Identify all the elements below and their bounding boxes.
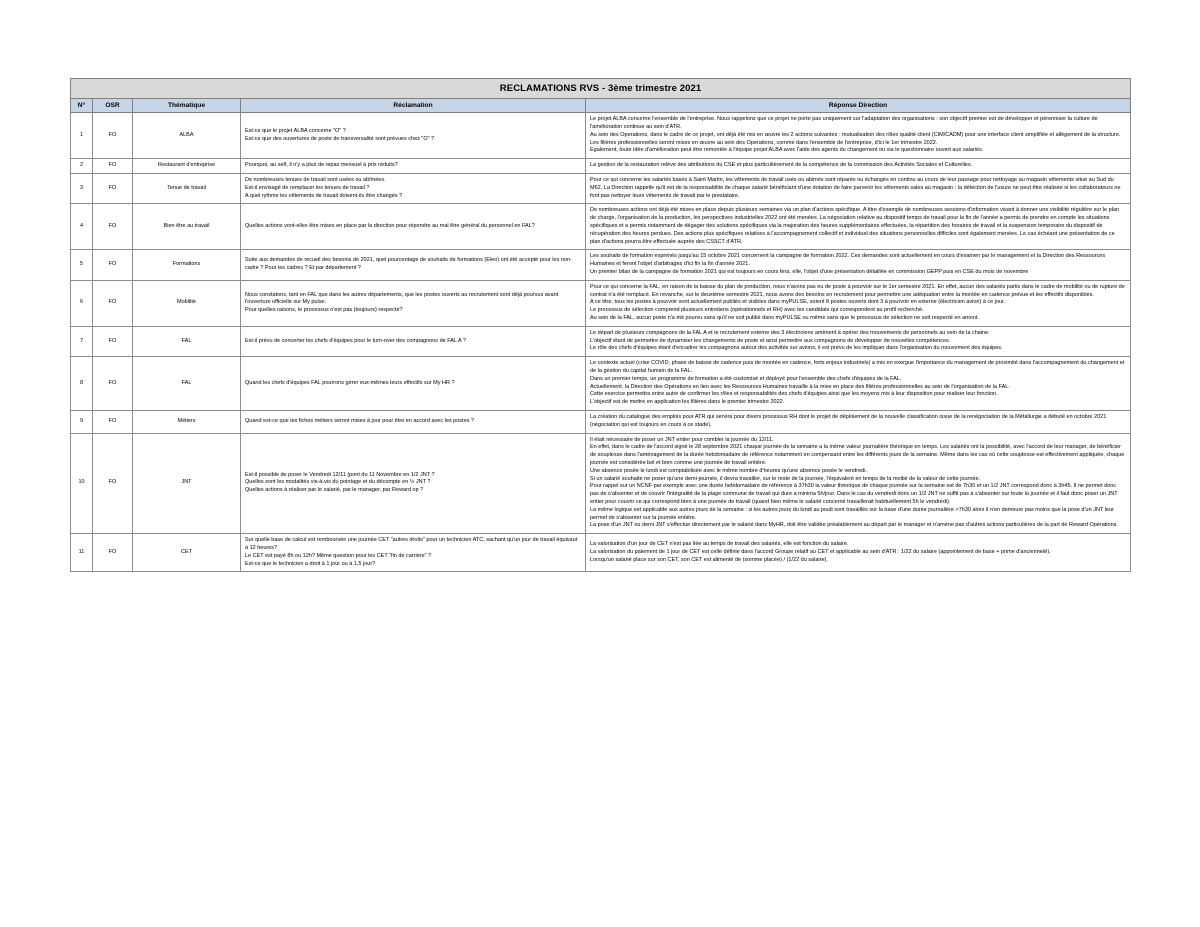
text-line: La gestion de la restauration relève des attributions du CSE et plus particulièrement de la compétence de la commission des Activités Sociales et Culturelles.: [590, 162, 973, 169]
column-header-osr: OSR: [93, 99, 133, 113]
text-line: Le projet ALBA concerne l'ensemble de l'entreprise. Nous rappelons que ce projet ne porte pas uniquement sur l'adaptation des organisations : son objectif premier est de développer et pérenniser la culture de l'amélioration continue au sein d'ATR.: [590, 116, 1098, 131]
cell-rec: [241, 433, 586, 534]
text-line: Est-ce que des ouvertures de poste de transversalité sont prévues chez "O" ?: [245, 135, 435, 142]
text-line: Il était nécessaire de poser un JNT entier pour combler la journée du 12/11.: [590, 436, 774, 443]
table-row: [71, 280, 1131, 326]
cell-rec: [241, 250, 586, 280]
table-row: [71, 113, 1131, 159]
cell-rep: [586, 433, 1131, 534]
column-header-num: N°: [71, 99, 93, 113]
text-line: La valorisation d'un jour de CET n'est pas liée au temps de travail des salariés, elle est fonction du salaire.: [590, 541, 849, 547]
text-line: Un premier bilan de la campagne de formation 2021 qui est toujours en cours fera, elle, l'objet d'une présentation détaillée en commission GEPP puis en CSE du mois de novembre: [590, 269, 1029, 275]
text-line: Est-ce que le technicien a droit à 1 jour ou à 1,5 jour?: [245, 560, 376, 567]
cell-them: Mobilité: [133, 280, 241, 326]
cell-osr: FO: [93, 433, 133, 534]
text-line: L'objectif est de mettre en application les filières dans le premier trimestre 2022.: [590, 399, 785, 406]
text-line: Actuellement, la Direction des Opérations en lien avec les Ressources Humaines travaille à la mise en place des filières professionnelles au sein de l'organisation de la FAL.: [590, 383, 1010, 390]
text-line: De nombreuses actions ont déjà été mises en place depuis plusieurs semaines via un plan d'actions spécifique. A titre d'exemple de nombreuses sessions d'information visant à donner une visibilité régulière sur le plan de charge, l'organisation de la production, les perspectives industrielles 2022 ont été menées. La négociation relative au dispositif temps de travail pour la fin de l'année a permis de prendre en compte les situations spécifiques et a permis notamment de dégager des solutions spécifiques via la majoration des heures supplémentaires effectuées, la répartition des horaires de travail et la suspension temporaire du dispositif de récupération des heures perdues. Des actions plus spécifiques relatives à l'accompagnement collectif et individuel des situations personnelles difficiles sont également menées. Le cas échéant une présentation de ce plan d'actions pourra être effectuée auprès des CSSCT d'ATR.: [590, 207, 1120, 245]
table-row: [71, 410, 1131, 433]
cell-rep: [586, 174, 1131, 204]
cell-num: 7: [71, 326, 93, 356]
text-line: Quelles sont les modalités vis-à-vis du pointage et du décompte en ½ JNT ?: [245, 479, 431, 486]
cell-them: Formations: [133, 250, 241, 280]
cell-rep: [586, 534, 1131, 572]
cell-num: 10: [71, 433, 93, 534]
cell-num: 2: [71, 159, 93, 174]
text-line: Lorsqu'un salarié place sur son CET, son CET est alimenté de (somme placée) / (1/22 du salaire).: [590, 556, 828, 563]
text-line: Les souhaits de formation exprimés jusqu'au 15 octobre 2021 concernent la campagne de formation 2022. Ces demandes sont actuellement en cours d'examen par le management et la Direction des Ressources Humaines et feront l'objet d'arbitrages d'ici fin la fin d'année 2021.: [590, 253, 1106, 268]
column-header-reclamation: Réclamation: [241, 99, 586, 113]
text-line: Cette exercice permettra entre autre de confirmer les rôles et responsabilités des chefs d'équipes ainsi que les moyens mis à leur disposition pour réaliser leur fonction.: [590, 391, 998, 398]
reclamations-table: [70, 78, 1131, 572]
cell-num: 6: [71, 280, 93, 326]
cell-rec: [241, 204, 586, 250]
cell-osr: FO: [93, 357, 133, 411]
column-header-reponse-direction: Réponse Direction: [586, 99, 1131, 113]
table-row: [71, 174, 1131, 204]
cell-rec: [241, 326, 586, 356]
header-row: [71, 99, 1131, 113]
cell-rec: [241, 357, 586, 411]
text-line: Nous constatons, tant en FAL que dans les autres départements, que les postes ouverts au recrutement sont déjà pourvus avant l'ouverture officielle sur My pulse.: [245, 291, 559, 306]
cell-them: JNT: [133, 433, 241, 534]
text-line: Le CET est payé 8h ou 12h? Même question pour les CET "fin de carrière" ?: [245, 552, 432, 559]
cell-rec: [241, 113, 586, 159]
text-line: Les filières professionnelles seront mises en œuvre au sein des Operations, comme dans l'ensemble de l'entreprise, d'ici le 1er trimestre 2022.: [590, 139, 938, 146]
cell-them: Restaurant d'entreprise: [133, 159, 241, 174]
cell-rep: [586, 326, 1131, 356]
text-line: Le départ de plusieurs compagnons de la FAL A et le recrutement externe des 3 électriciens amènent à opérer des mouvements de personnels au sein de la chaine.: [590, 329, 990, 336]
text-line: Pour ce qui concerne les salariés basés à Saint Martin, les vêtements de travail usés ou abimés sont réparés ou échangés en continu au cours de leur passage pour nettoyage au magasin vêtements situé au Sud du M62. La Direction rappelle qu'il est de la responsabilité de chaque salarié bénéficiant d'une dotation de faire parvenir les vêtements sales au magasin : la détection de l'usure ne peut être réalisée si les collaborateurs ne font pas nettoyer leurs vêtements de travail par le prestataire.: [590, 177, 1121, 199]
cell-num: 4: [71, 204, 93, 250]
cell-them: FAL: [133, 326, 241, 356]
text-line: Suite aux demandes de recueil des besoins de 2021, quel pourcentage de souhaits de formations (Eleo) ont été accepté pour les non-cadre ? Pour les cadres ? Et par département ?: [245, 257, 572, 272]
text-line: Le processus de sélection comprend plusieurs entretiens (opérationnels et RH) avec les candidats qui correspondent au profil recherché.: [590, 307, 924, 314]
text-line: L'objectif étant de permettre de dynamiser les changements de poste et ainsi permettre aux compagnons de développer de nouvelles compétences.: [590, 337, 951, 344]
cell-rep: [586, 204, 1131, 250]
cell-rec: [241, 174, 586, 204]
cell-osr: FO: [93, 159, 133, 174]
cell-num: 11: [71, 534, 93, 572]
text-line: Au sein des Operations, dans le cadre de ce projet, ont déjà été mis en œuvre les 2 actions suivantes : mutualisation des rôles qualité client (CIM/CADM) pour une interface client simplifiée et allègement de la structure.: [590, 131, 1121, 138]
cell-num: 9: [71, 410, 93, 433]
table-body: [71, 113, 1131, 572]
text-line: A ce titre, tous les postes à pourvoir sont actuellement publiés et visibles dans myPULSE, soient 8 postes ouverts dont 3 à pourvoir en externe (électricien avion) à ce jour.: [590, 299, 1006, 306]
cell-them: CET: [133, 534, 241, 572]
table-row: [71, 534, 1131, 572]
page-title: RECLAMATIONS RVS - 3ème trimestre 2021: [71, 79, 1131, 99]
cell-rep: [586, 113, 1131, 159]
cell-num: 3: [71, 174, 93, 204]
text-line: Pourquoi, au self, il n'y a plus de repas mensuel à prix réduits?: [245, 162, 398, 169]
cell-osr: FO: [93, 410, 133, 433]
cell-osr: FO: [93, 204, 133, 250]
cell-rep: [586, 250, 1131, 280]
table-row: [71, 326, 1131, 356]
table-row: [71, 159, 1131, 174]
cell-them: ALBA: [133, 113, 241, 159]
text-line: Quand est-ce que les fiches métiers seront mises à jour pour être en accord avec les postes ?: [245, 417, 474, 424]
cell-rec: [241, 410, 586, 433]
text-line: La même logique est applicable aux autres jours de la semaine : si les autres jours du lundi au jeudi sont travaillés sur la base d'une durée journalière >7h30 alors il n'en demeure pas moins que la pose d'un JNT leur permet de s'absenter sur la journée entière.: [590, 506, 1114, 521]
cell-rep: [586, 357, 1131, 411]
text-line: Pour rappel sur un NCNF par exemple avec une durée hebdomadaire de référence à 37h30 la valeur théorique de chaque journée sur la semaine est de 7h30 et un 1/2 JNT correspond donc à 3h45. Il ne permet donc pas de s'absenter et de couvrir l'intégralité de la plage commune de travail qui dure a minima 5h/jour. Dans le cas du vendredi donc un 1/2 JNT ne suffit pas à s'absenter sur toute la journée et il faut donc poser un JNT entier pour couvrir ce qui correspond bien à une journée de travail (quand bien même le salarié concerné travaillerait habituellement 5h le vendredi).: [590, 483, 1118, 505]
text-line: Est-il envisagé de remplacer les tenues de travail ?: [245, 184, 370, 191]
text-line: De nombreuses tenues de travail sont usées ou abîmées.: [245, 177, 386, 184]
cell-osr: FO: [93, 113, 133, 159]
text-line: Si un salarié souhaite ne poser qu'une demi-journée, il devra travailler, sur le reste de la journée, l'équivalent en temps de la moitié de la valeur de cette journée.: [590, 475, 981, 482]
table-row: [71, 357, 1131, 411]
cell-them: Bien être au travail: [133, 204, 241, 250]
text-line: Quelles actions vont-elles être mises en place par la direction pour répondre au mal être général du personnel en FAL?: [245, 223, 535, 230]
cell-them: Métiers: [133, 410, 241, 433]
text-line: Pour ce qui concerne la FAL, en raison de la baisse du plan de production, nous n'avons pas eu de poste à pourvoir sur le 1er semestre 2021. En effet, aucun des salariés partis dans le cadre de mobilité ou de rupture de contrat n'a été remplacé. En revanche, sur le deuxième semestre 2021, nous avons des besoins en recrutement pour permettre une adéquation entre la montée en cadence prévue et les effectifs disponibles.: [590, 283, 1125, 298]
text-line: Dans un premier temps, un programme de formation a été customisé et déployé pour l'ensemble des chefs d'équipes de la FAL.: [590, 375, 902, 382]
cell-rep: [586, 410, 1131, 433]
text-line: En effet, dans le cadre de l'accord signé le 28 septembre 2021 chaque journée de la semaine a la même valeur journalière théorique en temps. Les salariés ont la possibilité, avec l'accord de leur manager, de bénéficier de souplesse dans l'aménagement de la durée hebdomadaire de référence notamment en compensant entre les différents jours de la semaine. Même dans les cas où cette souplesse est effectivement appliquée, chaque journée est considérée bel et bien comme une journée de travail entière.: [590, 444, 1125, 466]
cell-rec: [241, 534, 586, 572]
cell-osr: FO: [93, 250, 133, 280]
text-line: Quelles actions à réaliser par le salarié, par le manager, par Reward op ?: [245, 487, 424, 494]
cell-num: 1: [71, 113, 93, 159]
cell-rec: [241, 159, 586, 174]
text-line: Pour quelles raisons, le processus n'est pas (toujours) respecté?: [245, 307, 403, 314]
cell-them: FAL: [133, 357, 241, 411]
cell-them: Tenue de travail: [133, 174, 241, 204]
text-line: Egalement, toute idée d'amélioration peut être remontée à l'équipe projet ALBA avec l'aide des agents du changement ou via le questionnaire ouvert aux salariés.: [590, 147, 984, 154]
cell-osr: FO: [93, 280, 133, 326]
cell-num: 5: [71, 250, 93, 280]
text-line: Est-il prévu de concerter les chefs d'équipes pour le turn-over des compagnons de FAL A ?: [245, 337, 466, 344]
text-line: Le contexte actuel (crise COVID, phase de baisse de cadence puis de montée en cadence, forts enjeux industriels) a mis en exergue l'importance du management de proximité dans l'accompagnement du changement et de la gestion du capital humain de la FAL.: [590, 360, 1125, 374]
cell-osr: FO: [93, 534, 133, 572]
cell-num: 8: [71, 357, 93, 411]
text-line: La création du catalogue des emplois pour ATR qui servira pour divers processus RH dont le projet de déploiement de la nouvelle classification issue de la renégociation de la Métallurgie a débuté en octobre 2021 (négociation qui est toujours en cours à ce stade).: [590, 413, 1107, 428]
text-line: Est-ce que le projet ALBA concerne "O" ?: [245, 127, 346, 134]
text-line: La pose d'un JNT ou demi JNT s'effectue directement par le salarié dans MyHR, doit être validée préalablement au départ par le manager et n'amène pas d'autres actions particulières de la part de Reward Opérations.: [590, 522, 1118, 529]
text-line: A quel rythme les vêtements de travail doivent-ils être changés ?: [245, 192, 403, 199]
column-header-thematique: Thématique: [133, 99, 241, 113]
table-row: [71, 204, 1131, 250]
text-line: La valorisation du paiement de 1 jour de CET est celle définie dans l'accord Groupe relatif au CET et applicable au sein d'ATR : 1/22 du salaire (appointement de base + prime d'ancienneté).: [590, 548, 1051, 555]
text-line: Sur quelle base de calcul est remboursée une journée CET "autres droits" pour un technicien ATC, sachant qu'un jour de travail équivaut à 12 heures?: [245, 537, 578, 551]
text-line: Est-il possible de poser le Vendredi 12/11 (pont du 11 Novembre en 1/2 JNT ?: [245, 471, 435, 478]
table-row: [71, 250, 1131, 280]
text-line: Quand les chefs d'équipes FAL pourrons gérer eux-mêmes leurs effectifs sur My HR ?: [245, 379, 455, 386]
table-row: [71, 433, 1131, 534]
text-line: Au sein de la FAL, aucun poste n'a été pourvu sans qu'il ne soit publié dans myPULSE ou même sans que le processus de sélection ne soit respecté en amont.: [590, 314, 979, 321]
cell-rep: [586, 280, 1131, 326]
document-title-row: [71, 79, 1131, 99]
cell-rep: [586, 159, 1131, 174]
table-header: [71, 99, 1131, 113]
cell-osr: FO: [93, 174, 133, 204]
text-line: Une absence posée le lundi est comptabilisée avec le même nombre d'heures qu'une absence posée le vendredi.: [590, 467, 867, 474]
cell-osr: FO: [93, 326, 133, 356]
cell-rec: [241, 280, 586, 326]
text-line: Le rôle des chefs d'équipes étant d'encadrer les compagnons autour des activités sur avions, il est prévu de les impliquer dans l'organisation du mouvement des équipes.: [590, 345, 1003, 352]
